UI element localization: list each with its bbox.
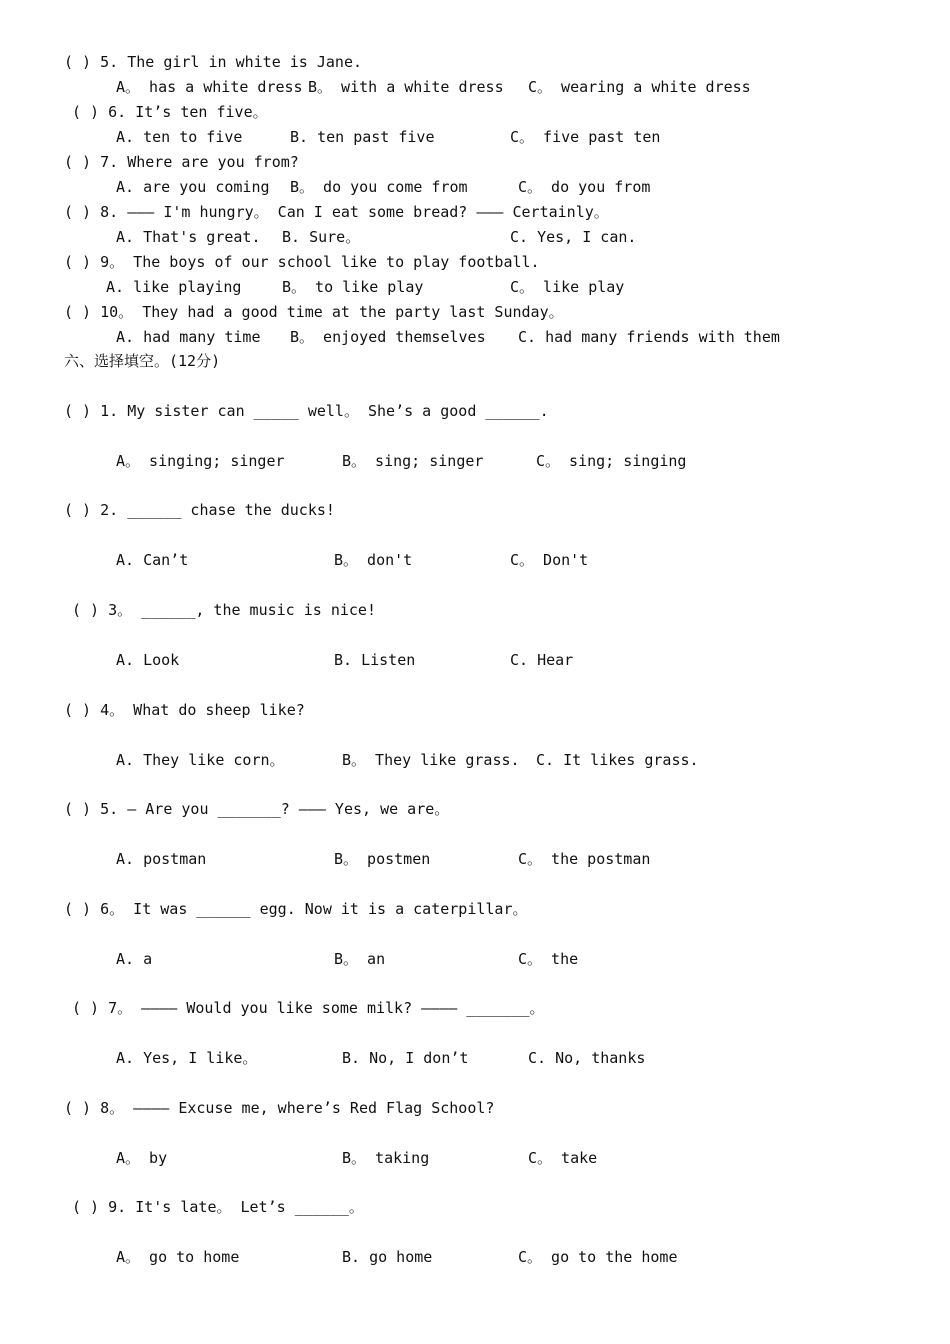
question-line: ( ) 9. It's late。 Let’s ______。 xyxy=(72,1198,364,1216)
option-c: C。 do you from xyxy=(518,178,651,196)
option-b: B。 an xyxy=(334,950,386,968)
question-line: ( ) 3。 ______, the music is nice! xyxy=(72,601,376,619)
option-c: C. Hear xyxy=(510,651,574,669)
option-a: A. had many time xyxy=(116,328,261,346)
option-b: B. Listen xyxy=(334,651,416,669)
option-c: C。 take xyxy=(528,1149,598,1167)
option-b: B。 to like play xyxy=(282,278,424,296)
option-a: A. like playing xyxy=(106,278,242,296)
question-line: ( ) 8。 ———— Excuse me, where’s Red Flag School? xyxy=(64,1099,495,1117)
question-line: ( ) 6。 It was ______ egg. Now it is a caterpillar。 xyxy=(64,900,528,918)
option-b: B. No, I don’t xyxy=(342,1049,469,1067)
option-b: B. ten past five xyxy=(290,128,435,146)
question-line: ( ) 5. — Are you _______? ——— Yes, we are。 xyxy=(64,800,450,818)
section-heading: 六、选择填空。(12分) xyxy=(64,352,221,370)
option-c: C。 five past ten xyxy=(510,128,661,146)
question-line: ( ) 2. ______ chase the ducks! xyxy=(64,501,335,519)
option-b: B。 postmen xyxy=(334,850,431,868)
option-c: C。 the postman xyxy=(518,850,651,868)
question-line: ( ) 10。 They had a good time at the party last Sunday。 xyxy=(64,303,564,321)
option-c: C。 the xyxy=(518,950,579,968)
option-b: B。 don't xyxy=(334,551,413,569)
question-line: ( ) 9。 The boys of our school like to play football. xyxy=(64,253,540,271)
option-b: B。 They like grass. xyxy=(342,751,520,769)
option-c: C. No, thanks xyxy=(528,1049,646,1067)
option-c: C. had many friends with them xyxy=(518,328,780,346)
option-a: A. Yes, I like。 xyxy=(116,1049,258,1067)
question-line: ( ) 8. ——— I'm hungry。 Can I eat some bread? ——— Certainly。 xyxy=(64,203,609,221)
option-c: C. Yes, I can. xyxy=(510,228,637,246)
option-a: A. Can’t xyxy=(116,551,189,569)
option-c: C。 Don't xyxy=(510,551,589,569)
option-a: A. Look xyxy=(116,651,180,669)
option-c: C。 wearing a white dress xyxy=(528,78,751,96)
option-a: A。 has a white dress xyxy=(116,78,303,96)
question-line: ( ) 6. It’s ten five。 xyxy=(72,103,268,121)
option-a: A. a xyxy=(116,950,153,968)
option-b: B。 do you come from xyxy=(290,178,468,196)
option-c: C. It likes grass. xyxy=(536,751,699,769)
option-c: C。 like play xyxy=(510,278,625,296)
option-b: B。 sing; singer xyxy=(342,452,484,470)
option-a: A。 go to home xyxy=(116,1248,240,1266)
question-line: ( ) 4。 What do sheep like? xyxy=(64,701,305,719)
option-b: B。 taking xyxy=(342,1149,430,1167)
option-a: A. are you coming xyxy=(116,178,270,196)
question-line: ( ) 5. The girl in white is Jane. xyxy=(64,53,363,71)
option-a: A. ten to five xyxy=(116,128,243,146)
option-a: A. They like corn。 xyxy=(116,751,285,769)
option-b: B. Sure。 xyxy=(282,228,361,246)
question-line: ( ) 1. My sister can _____ well。 She’s a good ______. xyxy=(64,402,549,420)
option-a: A。 singing; singer xyxy=(116,452,285,470)
option-c: C。 sing; singing xyxy=(536,452,687,470)
option-b: B。 enjoyed themselves xyxy=(290,328,486,346)
option-b: B. go home xyxy=(342,1248,433,1266)
option-c: C。 go to the home xyxy=(518,1248,678,1266)
question-line: ( ) 7。 ———— Would you like some milk? ———— _______。 xyxy=(72,999,545,1017)
option-b: B。 with a white dress xyxy=(308,78,504,96)
question-line: ( ) 7. Where are you from? xyxy=(64,153,299,171)
option-a: A. postman xyxy=(116,850,207,868)
option-a: A. That's great. xyxy=(116,228,261,246)
option-a: A。 by xyxy=(116,1149,168,1167)
